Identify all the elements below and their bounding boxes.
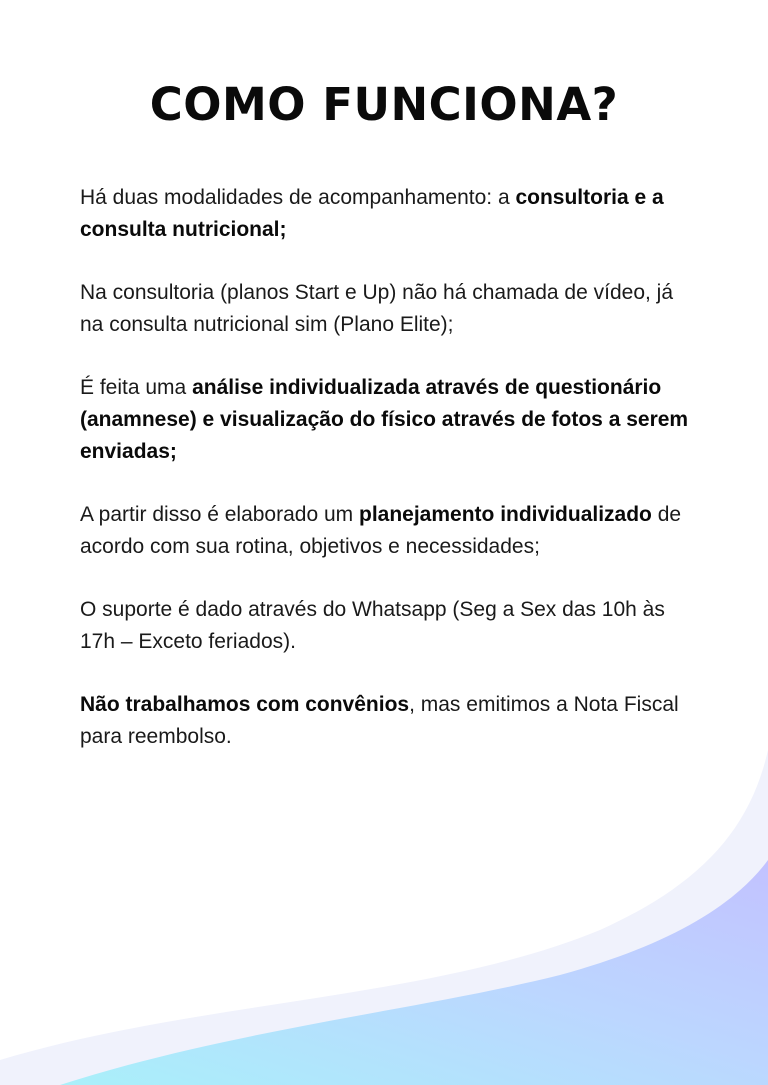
paragraph-modalidades [80, 182, 700, 246]
paragraph-bold: Não trabalhamos com convênios [80, 693, 410, 716]
paragraph-consultoria [80, 277, 700, 341]
paragraph-text: de acordo com sua rotina, objetivos e necessidades; [80, 503, 682, 558]
paragraph-suporte [80, 594, 700, 658]
page-title: COMO FUNCIONA? [149, 78, 619, 131]
content-body [80, 182, 700, 784]
paragraph-bold: consultoria e a consulta nutricional; [80, 186, 664, 241]
paragraph-text: É feita uma [80, 376, 193, 399]
paragraph-analise [80, 372, 700, 468]
paragraph-text: Na consultoria (planos Start e Up) não há chamada de vídeo, já na consulta nutricional sim (Plano Elite); [80, 281, 674, 336]
paragraph-text: O suporte é dado através do Whatsapp (Seg a Sex das 10h às 17h – Exceto feriados). [80, 598, 665, 653]
paragraph-bold: análise individualizada através de questionário (anamnese) e visualização do físico através de fotos a serem enviadas; [80, 376, 689, 463]
paragraph-planejamento [80, 499, 700, 563]
paragraph-convenios [80, 689, 700, 753]
paragraph-text: A partir disso é elaborado um [80, 503, 359, 526]
paragraph-text: Há duas modalidades de acompanhamento: a [80, 186, 516, 209]
paragraph-text: , mas emitimos a Nota Fiscal para reembolso. [80, 693, 679, 748]
paragraph-bold: planejamento individualizado [359, 503, 652, 526]
